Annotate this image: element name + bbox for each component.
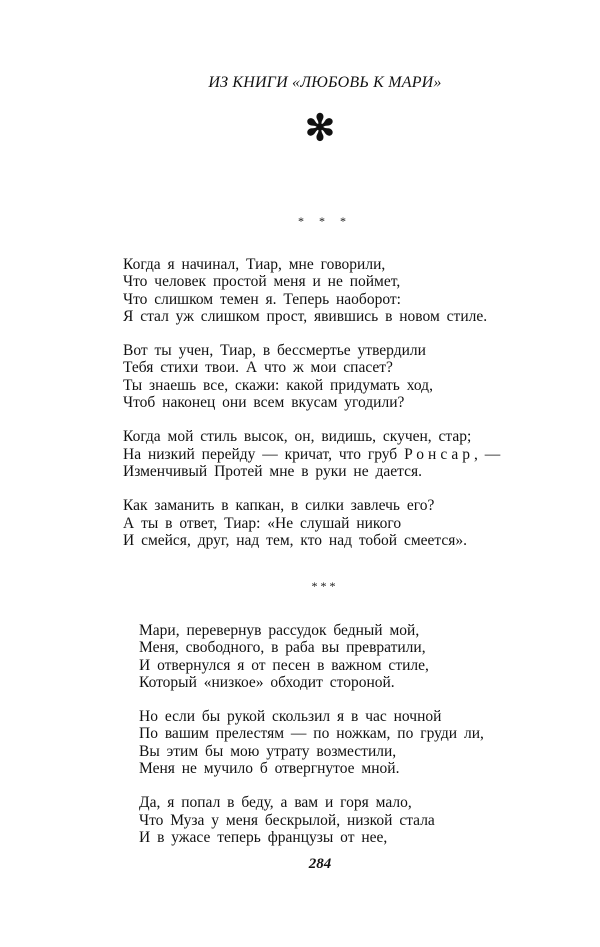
stanza [123, 428, 500, 480]
poem-separator: * * * [298, 214, 352, 228]
stanza [123, 256, 500, 325]
verse-line: Который «низкое» обходит стороной. [139, 673, 395, 691]
verse-line: Ты знаешь все, скажи: какой придумать ход, [123, 376, 433, 394]
verse-text: На низкий перейду — кричат, что груб [123, 445, 405, 463]
verse-line: Что слишком темен я. Теперь наоборот: [123, 290, 401, 308]
verse-line: И отвернулся я от песен в важном стиле, [139, 656, 429, 674]
page-number: 284 [308, 856, 332, 872]
verse-line: Но если бы рукой скользил я в час ночной [139, 708, 442, 726]
stanza [123, 497, 500, 549]
verse-line: Когда мой стиль высок, он, видишь, скучен, стар; [123, 428, 472, 446]
verse-line: И в ужасе теперь французы от нее, [139, 828, 388, 846]
verse-line: Вот ты учен, Тиар, в бессмертье утвердили [123, 342, 426, 360]
poem-mari [139, 622, 484, 863]
stanza [139, 794, 484, 846]
verse-line: Когда я начинал, Тиар, мне говорили, [123, 256, 386, 273]
verse-line: Меня, свободного, в раба вы превратили, [139, 639, 426, 657]
verse-line: Тебя стихи твои. А что ж мои спасет? [123, 359, 393, 377]
verse-line: По вашим прелестям — по ножкам, по груди ли, [139, 725, 484, 743]
verse-line: Что человек простой меня и не поймет, [123, 273, 401, 291]
poem-separator: *** [311, 579, 339, 593]
stanza [123, 342, 500, 411]
asterisk-ornament-icon: ✻ [304, 108, 336, 148]
spaced-name: Ронсар [404, 445, 475, 463]
verse-line: И смейся, друг, над тем, кто над тобой смеется». [123, 531, 468, 549]
verse-line: Вы этим бы мою утрату возместили, [139, 742, 397, 760]
verse-text: , — [474, 445, 501, 463]
verse-line-with-name [123, 446, 500, 463]
verse-line: Я стал уж слишком прост, явившись в новом стиле. [123, 307, 488, 325]
verse-line: Чтоб наконец они всем вкусам угодили? [123, 394, 405, 412]
verse-line: Как заманить в капкан, в силки завлечь его? [123, 497, 435, 515]
poem-tiar [123, 256, 500, 566]
verse-line: Изменчивый Протей мне в руки не дается. [123, 462, 422, 480]
verse-line: А ты в ответ, Тиар: «Не слушай никого [123, 514, 402, 532]
stanza [139, 622, 484, 691]
verse-line: Да, я попал в беду, а вам и горя мало, [139, 794, 412, 812]
verse-line: Что Муза у меня бескрылой, низкой стала [139, 811, 435, 829]
stanza [139, 708, 484, 777]
verse-line: Меня не мучило б отвергнутое мной. [139, 760, 400, 778]
section-title: ИЗ КНИГИ «ЛЮБОВЬ К МАРИ» [208, 74, 442, 91]
verse-line: Мари, перевернув рассудок бедный мой, [139, 622, 420, 639]
